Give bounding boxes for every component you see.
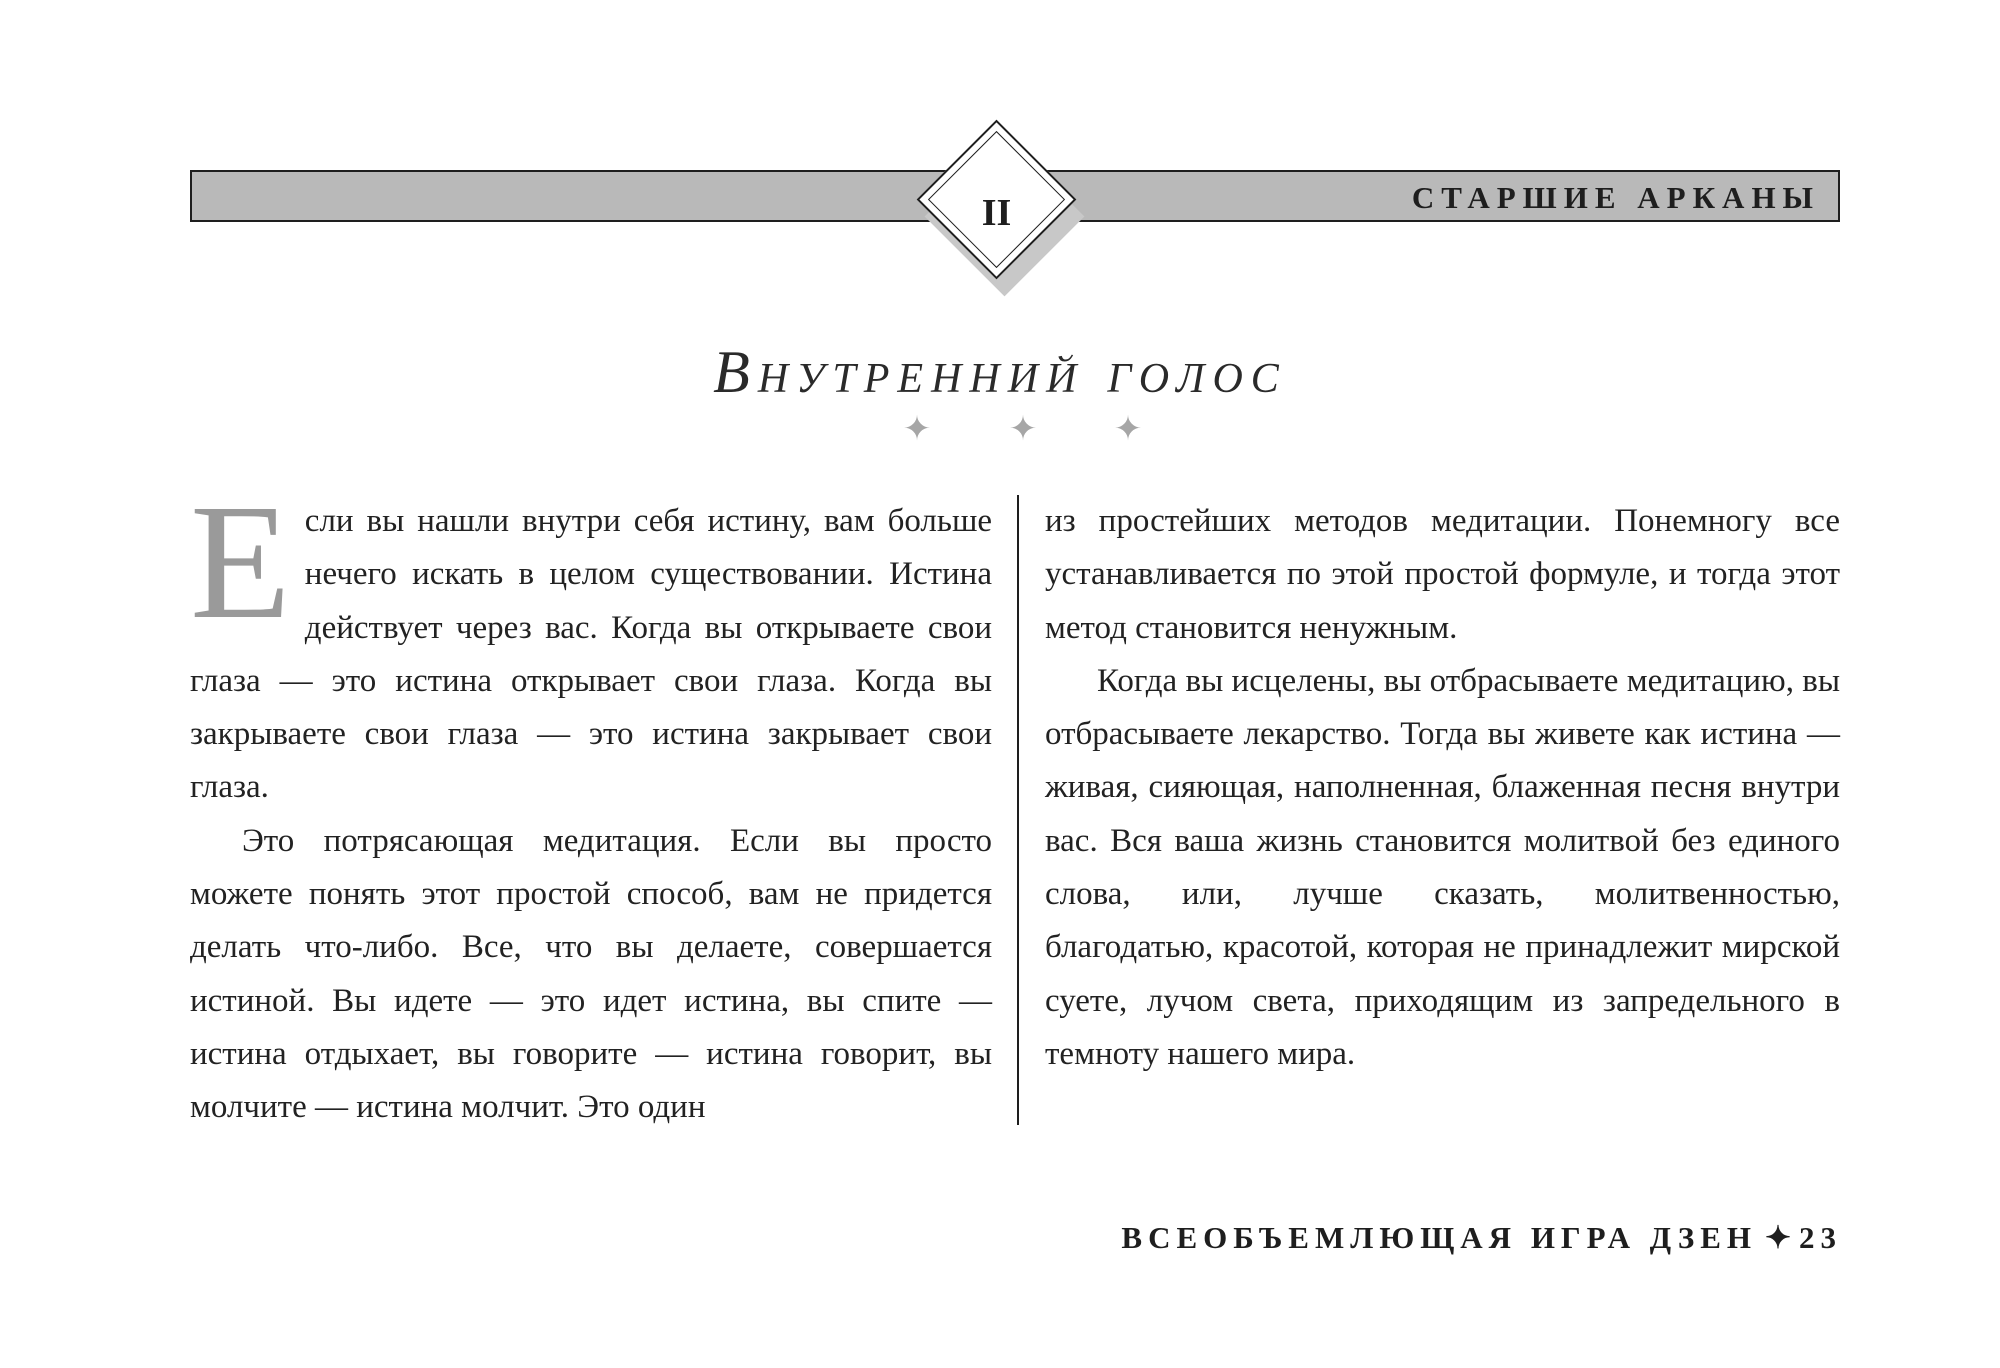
- ornament-star-icon: ✦: [902, 411, 932, 448]
- running-footer: [1121, 1220, 1842, 1256]
- separator-star-icon: ✦: [1765, 1220, 1791, 1255]
- text-column-right: [1045, 495, 1840, 1081]
- ornament-star-icon: ✦: [1113, 411, 1143, 448]
- column-divider: [1017, 495, 1019, 1125]
- chapter-title: Внутренний голос: [713, 339, 1287, 405]
- drop-cap: Е: [190, 470, 291, 653]
- text-column-left: [190, 470, 992, 1135]
- book-title: ВСЕОБЪЕМЛЮЩАЯ ИГРА ДЗЕН: [1121, 1220, 1758, 1255]
- paragraph: Если вы нашли внутри себя истину, вам больше нечего искать в целом существовании. Истина действует через вас. Когда вы открываете свои глаза — это истина открывает свои глаза. Когда вы закрываете свои глаза — это истина закрывает свои глаза.: [190, 470, 992, 806]
- paragraph: Когда вы исцелены, вы отбрасываете медитацию, вы отбрасываете лекарство. Тогда вы живете как истина — живая, сияющая, наполненная, блаженная песня внутри вас. Вся ваша жизнь становится молитвой без единого слова, или, лучше сказать, молитвенностью, благодатью, красотой, которая не принадлежит мирской суете, лучом света, приходящим из запредельного в темноту нашего мира.: [1045, 662, 1840, 1072]
- paragraph: Это потрясающая медитация. Если вы просто можете понять этот простой способ, вам не придется делать что-либо. Все, что вы делаете, совершается истиной. Вы идете — это идет истина, вы спите — истина отдыхает, вы говорите — истина говорит, вы молчите — истина молчит. Это один: [190, 822, 992, 1126]
- page-number: 23: [1799, 1220, 1842, 1255]
- paragraph: из простейших методов медитации. Понемногу все устанавливается по этой простой формуле, и тогда этот метод становится ненужным.: [1045, 503, 1840, 646]
- card-number: II: [981, 192, 1012, 234]
- section-title: СТАРШИЕ АРКАНЫ: [1411, 180, 1820, 215]
- ornament-star-icon: ✦: [1008, 411, 1038, 448]
